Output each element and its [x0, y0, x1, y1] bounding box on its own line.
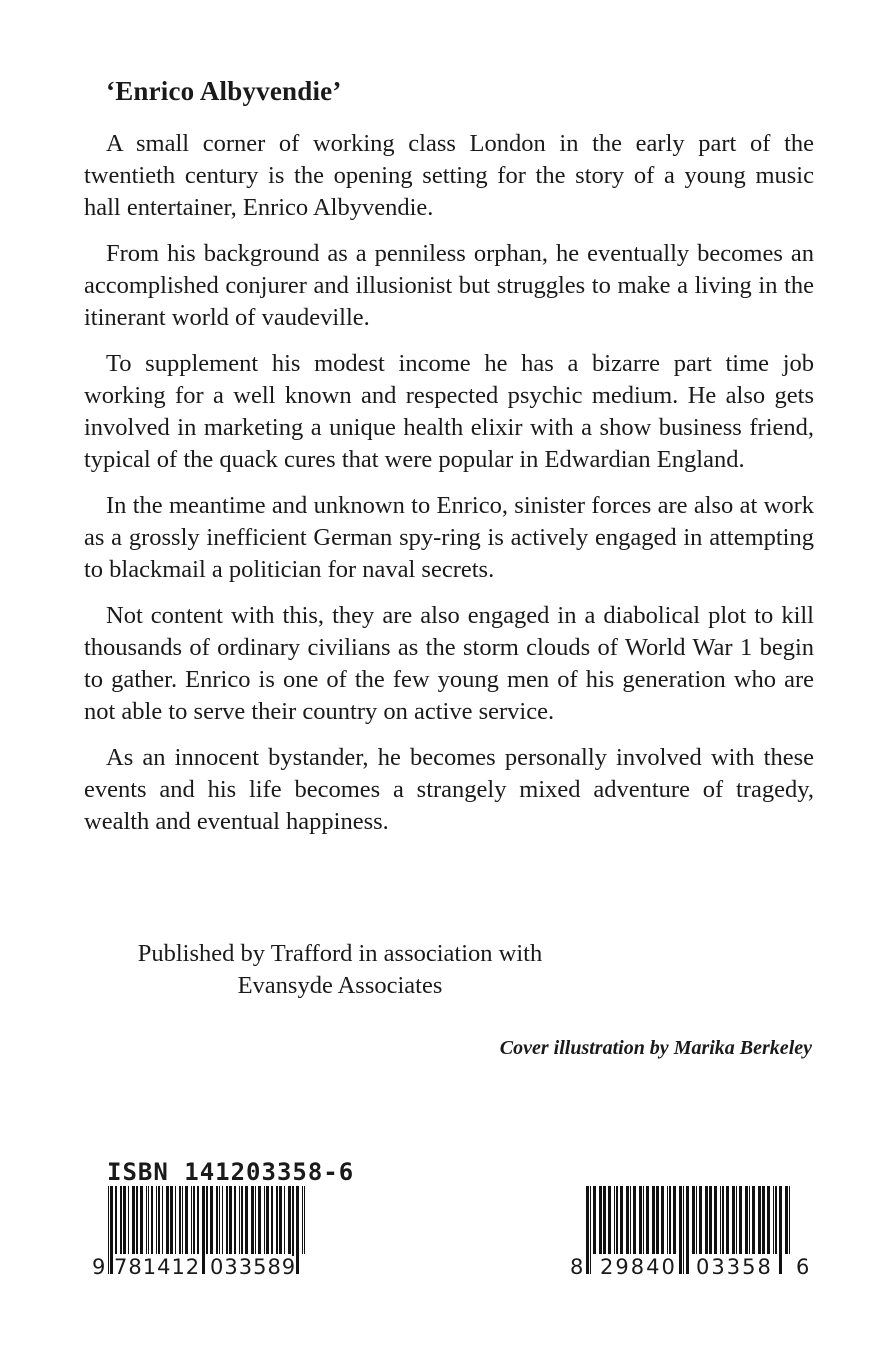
- barcode-bar: [226, 1186, 228, 1254]
- barcode-bar: [620, 1186, 623, 1254]
- barcode-bar: [679, 1186, 682, 1274]
- barcode-bar: [166, 1186, 169, 1254]
- barcode-bar: [705, 1186, 708, 1254]
- barcode-bar: [673, 1186, 676, 1254]
- barcode-bar: [752, 1186, 755, 1254]
- isbn-left-digits: 781412: [114, 1255, 201, 1279]
- barcode-bar: [255, 1186, 256, 1254]
- barcode-bar: [775, 1186, 777, 1254]
- cover-credit: Cover illustration by Marika Berkeley: [499, 1037, 812, 1059]
- synopsis-paragraph: A small corner of working class London in the early part of the twentieth century is the opening setting for the story of a young music hall entertainer, Enrico Albyvendie.: [84, 130, 814, 221]
- barcode-bar: [258, 1186, 261, 1254]
- barcode-bar: [714, 1186, 717, 1254]
- barcode-bar: [722, 1186, 724, 1254]
- barcode-bar: [739, 1186, 742, 1254]
- barcode-bar: [616, 1186, 618, 1254]
- barcode-bar: [219, 1186, 220, 1254]
- upc-left-digits: 29840: [600, 1255, 677, 1279]
- barcode-bar: [758, 1186, 761, 1254]
- barcode-bar: [140, 1186, 143, 1254]
- barcode-bar: [175, 1186, 176, 1254]
- barcode-bar: [197, 1186, 199, 1254]
- barcode-bar: [603, 1186, 606, 1254]
- barcode-bar: [643, 1186, 644, 1254]
- barcode-bar: [179, 1186, 181, 1254]
- barcode-bar: [110, 1186, 113, 1274]
- isbn-label: ISBN 141203358-6: [107, 1158, 355, 1186]
- barcode-bar: [726, 1186, 729, 1254]
- publisher-line: Evansyde Associates: [237, 972, 443, 999]
- synopsis-paragraph: As an innocent bystander, he becomes personally involved with these events and his life becomes a strangely mixed adventure of tragedy, wealth and eventual happiness.: [84, 744, 814, 835]
- barcode-bar: [773, 1186, 774, 1254]
- barcode-bar: [302, 1186, 303, 1254]
- publisher-info: [84, 938, 596, 1002]
- barcode-bar: [785, 1186, 788, 1254]
- barcode-bar: [216, 1186, 218, 1254]
- barcode-bar: [652, 1186, 655, 1254]
- barcode-bar: [296, 1186, 299, 1274]
- barcode-bar: [182, 1186, 183, 1254]
- barcode-bar: [132, 1186, 135, 1254]
- barcode-bar: [696, 1186, 697, 1254]
- barcode-bar: [667, 1186, 668, 1254]
- synopsis-paragraph: From his background as a penniless orphan, he eventually becomes an accomplished conjurer and illusionist but struggles to make a living in the itinerant world of vaudeville.: [84, 240, 814, 331]
- barcode-bar: [599, 1186, 602, 1254]
- barcode-bar: [128, 1186, 129, 1254]
- barcode-bar: [686, 1186, 689, 1274]
- barcode-bar: [593, 1186, 596, 1254]
- barcode-bar: [767, 1186, 770, 1254]
- barcode-bar: [720, 1186, 721, 1254]
- barcode-bar: [156, 1186, 157, 1254]
- isbn-first-digit: 9: [92, 1255, 106, 1279]
- barcode-bar: [185, 1186, 188, 1254]
- barcode-bar: [170, 1186, 173, 1254]
- barcode-bar: [709, 1186, 712, 1254]
- barcode-bar: [146, 1186, 147, 1254]
- barcode-bar: [732, 1186, 735, 1254]
- barcode-bar: [162, 1186, 163, 1254]
- barcode-bar: [586, 1186, 589, 1274]
- barcode-bar: [206, 1186, 208, 1254]
- barcode-bar: [749, 1186, 750, 1254]
- barcode-bar: [692, 1186, 695, 1254]
- barcode-bar: [630, 1186, 631, 1254]
- barcode-bar: [202, 1186, 205, 1274]
- barcode-bar: [115, 1186, 117, 1254]
- barcode-bar: [683, 1186, 684, 1274]
- barcode-bar: [251, 1186, 254, 1254]
- barcode-bar: [745, 1186, 748, 1254]
- barcode-bar: [123, 1186, 126, 1254]
- barcode-bar: [779, 1186, 782, 1274]
- barcode-bar: [669, 1186, 671, 1254]
- upc-first-digit: 8: [570, 1255, 584, 1279]
- barcode-bar: [148, 1186, 149, 1254]
- synopsis: [84, 128, 814, 852]
- barcode-bar: [699, 1186, 702, 1254]
- barcode-bar: [229, 1186, 232, 1254]
- barcode-bar: [626, 1186, 629, 1254]
- barcode-bar: [151, 1186, 153, 1254]
- barcode-bar: [210, 1186, 213, 1254]
- barcode-bar: [241, 1186, 243, 1254]
- barcode-bar: [590, 1186, 591, 1274]
- barcode-bar: [639, 1186, 642, 1254]
- barcode-bar: [245, 1186, 248, 1254]
- barcode-bar: [633, 1186, 636, 1254]
- upc-check-digit: 6: [796, 1255, 810, 1279]
- barcode-bar: [239, 1186, 240, 1254]
- barcode-bar: [191, 1186, 192, 1254]
- barcode-bar: [120, 1186, 122, 1254]
- barcode-bar: [271, 1186, 273, 1254]
- barcode-bar: [284, 1186, 285, 1254]
- barcode-bar: [136, 1186, 138, 1254]
- barcode-bar: [158, 1186, 160, 1254]
- barcode-bar: [304, 1186, 305, 1254]
- barcode-bar: [614, 1186, 615, 1254]
- barcode-bar: [736, 1186, 737, 1254]
- barcode-bar: [276, 1186, 278, 1254]
- barcode-bar: [789, 1186, 790, 1254]
- barcode-bar: [288, 1186, 291, 1254]
- book-title: ‘Enrico Albyvendie’: [106, 76, 342, 106]
- barcode-bar: [661, 1186, 664, 1254]
- synopsis-paragraph: In the meantime and unknown to Enrico, sinister forces are also at work as a grossly inefficient German spy-ring is actively engaged in attempting to blackmail a politician for naval secrets.: [84, 492, 814, 583]
- barcode-bar: [646, 1186, 649, 1254]
- synopsis-paragraph: To supplement his modest income he has a bizarre part time job working for a well known and respected psychic medium. He also gets involved in marketing a unique health elixir with a show business friend, typical of the quack cures that were popular in Edwardian England.: [84, 350, 814, 473]
- synopsis-paragraph: Not content with this, they are also engaged in a diabolical plot to kill thousands of ordinary civilians as the storm clouds of World War 1 begin to gather. Enrico is one of the few young men of his generation who are not able to serve their country on active service.: [84, 602, 814, 725]
- barcode-bar: [234, 1186, 236, 1254]
- isbn-right-digits: 033589: [210, 1255, 297, 1279]
- barcode-bar: [608, 1186, 611, 1254]
- upc-right-digits: 03358: [696, 1255, 773, 1279]
- barcode-bar: [264, 1186, 265, 1254]
- barcode-bar: [193, 1186, 195, 1254]
- barcode-bar: [108, 1186, 109, 1274]
- barcode-bar: [656, 1186, 659, 1254]
- barcode-bar: [762, 1186, 765, 1254]
- barcode-bar: [266, 1186, 269, 1254]
- barcode-bar: [279, 1186, 282, 1254]
- barcode-bar: [222, 1186, 223, 1254]
- publisher-line: Published by Trafford in association with: [137, 940, 543, 967]
